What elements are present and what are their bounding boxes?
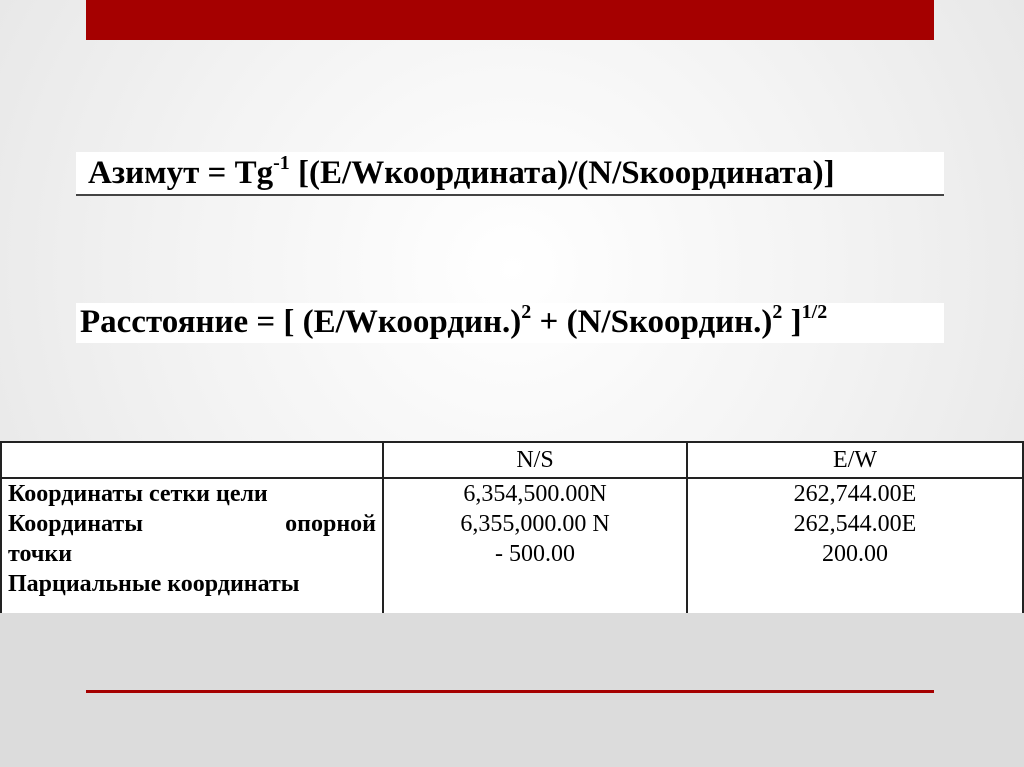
azimuth-formula-rhs: [(E/Wкоордината)/(N/Sкоордината)] <box>289 155 835 191</box>
distance-formula-part3: ] <box>782 304 802 340</box>
distance-formula-part2: + (N/Sкоордин.) <box>531 304 773 340</box>
table-header-row <box>1 442 1023 478</box>
distance-formula-exp1: 2 <box>521 301 532 323</box>
coordinates-table <box>0 441 1024 615</box>
azimuth-formula-lhs: Азимут = Tg <box>88 155 274 191</box>
azimuth-formula <box>76 152 944 196</box>
top-accent-bar <box>86 0 934 40</box>
label-target-grid-coords: Координаты сетки цели <box>8 481 268 507</box>
header-ns: N/S <box>383 442 687 478</box>
row-labels-cell <box>1 478 383 614</box>
label-partial-coords: Парциальные координаты <box>8 571 300 597</box>
distance-formula-part1: Расстояние = [ (E/Wкоордин.) <box>80 304 522 340</box>
label-reference-word2: опорной <box>285 511 376 537</box>
ns-values-cell <box>383 478 687 614</box>
ns-target-value: 6,354,500.00N <box>463 481 607 507</box>
label-reference-word1: Координаты <box>8 511 143 537</box>
azimuth-formula-exponent: -1 <box>273 152 290 174</box>
label-reference-point-cont: точки <box>8 541 73 567</box>
label-reference-point-coords <box>8 509 376 539</box>
bottom-accent-line <box>86 690 934 693</box>
distance-formula-exp2: 2 <box>772 301 783 323</box>
table-body-row <box>1 478 1023 614</box>
header-ew: E/W <box>687 442 1023 478</box>
ew-partial-value: 200.00 <box>822 541 888 567</box>
distance-formula-exp3: 1/2 <box>801 301 828 323</box>
header-label-cell <box>1 442 383 478</box>
distance-formula <box>76 303 944 343</box>
ns-reference-value: 6,355,000.00 N <box>460 511 610 537</box>
ew-values-cell <box>687 478 1023 614</box>
coordinates-table-container <box>0 441 1024 613</box>
ew-reference-value: 262,544.00E <box>793 511 917 537</box>
ns-partial-value: - 500.00 <box>495 541 575 567</box>
ew-target-value: 262,744.00E <box>793 481 917 507</box>
